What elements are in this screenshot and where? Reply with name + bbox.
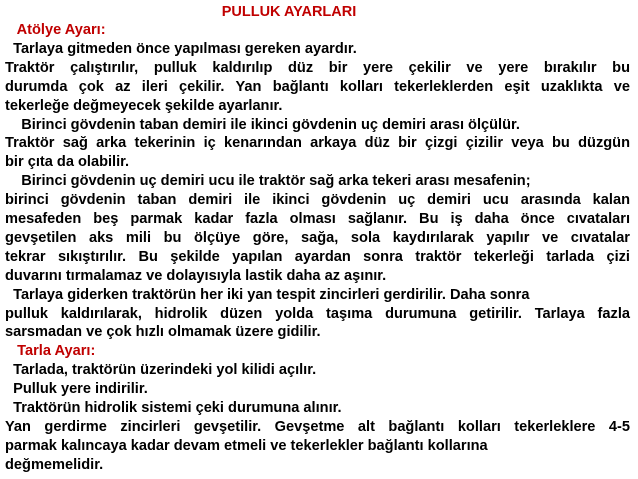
- text-line: birinci gövdenin taban demiri ile ikinci gövdenin uç demiri ucu arasında kalan: [5, 192, 630, 209]
- text-line: mesafeden beş parmak kadar fazla olması sağlanır. Bu iş daha önce cıvataları: [5, 211, 630, 227]
- text-line: bir çıta da olabilir.: [5, 154, 130, 171]
- text-line: Traktörün hidrolik sistemi çeki durumuna alınır.: [5, 400, 342, 416]
- text-line: durumda çok az ileri çekilir. Yan bağlantı kolları tekerleklerden eşit uzaklıkta ve: [5, 78, 630, 95]
- text-line: Tarlaya giderken traktörün her iki yan tespit zincirleri gerdirilir. Daha sonra: [5, 286, 530, 303]
- section-heading: Atölye Ayarı:: [5, 22, 106, 38]
- text-line: Birinci gövdenin uç demiri ucu ile traktör sağ arka tekeri arası mesafenin;: [5, 173, 531, 190]
- text-line: Tarlada, traktörün üzerindeki yol kilidi açılır.: [5, 362, 317, 379]
- text-line: duvarını tırmalamaz ve dolayısıyla lastik daha az aşınır.: [5, 267, 387, 284]
- text-line: pulluk kaldırılarak, hidrolik düzen yolda taşıma durumuna getirilir. Tarlaya fazla: [5, 305, 630, 322]
- page-title: PULLUK AYARLARI: [221, 4, 357, 20]
- section-heading: Tarla Ayarı:: [5, 343, 96, 360]
- text-line: değmemelidir.: [5, 456, 104, 473]
- text-line: Traktör çalıştırılır, pulluk kaldırılıp düz bir yere çekilir ve yere bırakılır bu: [5, 59, 630, 76]
- text-line: Traktör sağ arka tekerinin iç kenarından arkaya düz bir çizgi çizilir veya bu düzgün: [5, 135, 630, 152]
- text-line: gevşetilen aks mili bu ölçüye göre, sağa, sola kaydırılarak yapılır ve cıvatalar: [5, 229, 630, 246]
- text-line: parmak kalıncaya kadar devam etmeli ve tekerlekler bağlantı kollarına: [5, 437, 488, 454]
- text-line: Pulluk yere indirilir.: [5, 381, 148, 398]
- text-line: tekerleğe değmeyecek şekilde ayarlanır.: [5, 97, 283, 114]
- text-line: Yan gerdirme zincirleri gevşetilir. Gevşetme alt bağlantı kolları tekerleklere 4-5: [5, 418, 630, 435]
- text-line: sarsmadan ve çok hızlı olmamak üzere gidilir.: [5, 324, 321, 341]
- text-line: Tarlaya gitmeden önce yapılması gereken ayardır.: [5, 40, 357, 57]
- text-line: Birinci gövdenin taban demiri ile ikinci gövdenin uç demiri arası ölçülür.: [5, 116, 520, 133]
- text-line: tekrar sıkıştırılır. Bu şekilde yapılan ayardan sonra traktör tekerleği tarlada çizi: [5, 248, 630, 265]
